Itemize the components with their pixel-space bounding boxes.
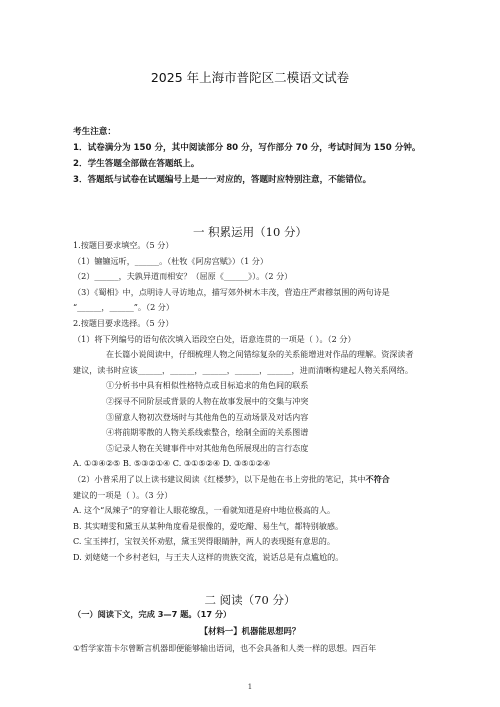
question-line: 2.按题目要求选择。（5 分）	[73, 317, 174, 328]
question-line: “______，______”。（2 分）	[73, 302, 174, 313]
question-line: 1.按题目要求填空。（5 分）	[73, 240, 174, 250]
notice-block	[73, 124, 473, 188]
question-line: （3）《蜀相》中，点明诗人寻访地点，描写郊外树木丰茂，营造庄严肃穆氛围的两句诗是	[73, 286, 390, 297]
not-fit-emphasis: 不符合	[365, 473, 390, 484]
section-heading-reading: 二 阅读（70 分）	[204, 593, 296, 607]
answer-option: B. 其实晴雯和黛玉从某种角度看是很像的，爱吃醋、易生气，都特别敏感。	[73, 520, 344, 531]
paragraph-line: 建议，读书时应该______，______，______，______，______，进而清晰构建起人物关系网络。	[73, 364, 413, 375]
answer-options: A. ①③④②⑤ B. ⑤③②①④ C. ③①⑤②④ D. ③⑤①②④	[73, 458, 271, 469]
reading-subheading: （一）阅读下文，完成 3—7 题。（17 分）	[73, 609, 232, 619]
question-line: （1）镳镳远听，______。（杜牧《阿房宫赋》）（1 分）	[73, 255, 268, 266]
notice-item: 3．答题纸与试卷在试题编号上是一一对应的，答题时应特别注意，不能错位。	[73, 175, 372, 185]
answer-option: C. 宝玉摔打，宝钗关怀劝慰，黛玉哭得眼睛肿，两人的表现挺有意思的。	[73, 536, 335, 547]
question-line: 建议的一项是（ ）。（3 分）	[73, 489, 173, 500]
section1-body	[73, 238, 471, 565]
answer-option: A. 这个“凤辣子”的穿着让人眼花缭乱，一看就知道是府中地位极高的人。	[73, 505, 336, 516]
option-sentence: ①分析书中具有相似性格特点或目标追求的角色间的联系	[106, 380, 309, 391]
answer-option: D. 刘姥姥一个乡村老妇，与王夫人这样的贵族交流，说话总是有点尴尬的。	[73, 551, 344, 562]
paragraph-line: 在长篇小说阅读中，仔细梳理人物之间错综复杂的关系能增进对作品的理解。资深读者	[106, 349, 414, 360]
option-sentence: ②探寻不同阶层或背景的人物在故事发展中的交集与冲突	[106, 395, 309, 406]
notice-heading: 考生注意：	[73, 127, 116, 137]
question-line	[73, 472, 471, 488]
section-heading-accumulation: 一 积累运用（10 分）	[193, 225, 307, 239]
question-text: （2）小普采用了以上读书建议阅读《红楼梦》，以下是他在书上旁批的笔记，其中	[73, 473, 366, 484]
notice-item: 2．学生答题全部做在答题纸上。	[73, 159, 200, 169]
option-sentence: ③留意人物初次登场时与其他角色的互动场景及对话内容	[106, 411, 309, 422]
page-number: 1	[247, 683, 253, 691]
material-first-line: ①哲学家笛卡尔曾断言机器即便能够输出语词，也不会具备和人类一样的思想。四百年	[73, 644, 377, 653]
notice-item: 1．试卷满分为 150 分，其中阅读部分 80 分，写作部分 70 分，考试时间为 150 分钟。	[73, 143, 421, 153]
option-sentence: ⑤记录人物在关键事件中对其他角色所展现出的言行态度	[106, 442, 309, 453]
question-line: （2）______，夫孰异道而相安？（屈原《______》）。（2 分）	[73, 271, 293, 282]
question-line: （1）将下列编号的语句依次填入语段空白处，语意连贯的一项是（ ）。（2 分）	[73, 333, 356, 344]
page-title: 2025 年上海市普陀区二模语文试卷	[150, 70, 350, 85]
option-sentence: ④将前期零散的人物关系线索整合，绘制全面的关系图谱	[106, 427, 309, 438]
material-title: 【材料一】机器能思想吗？	[199, 626, 301, 636]
